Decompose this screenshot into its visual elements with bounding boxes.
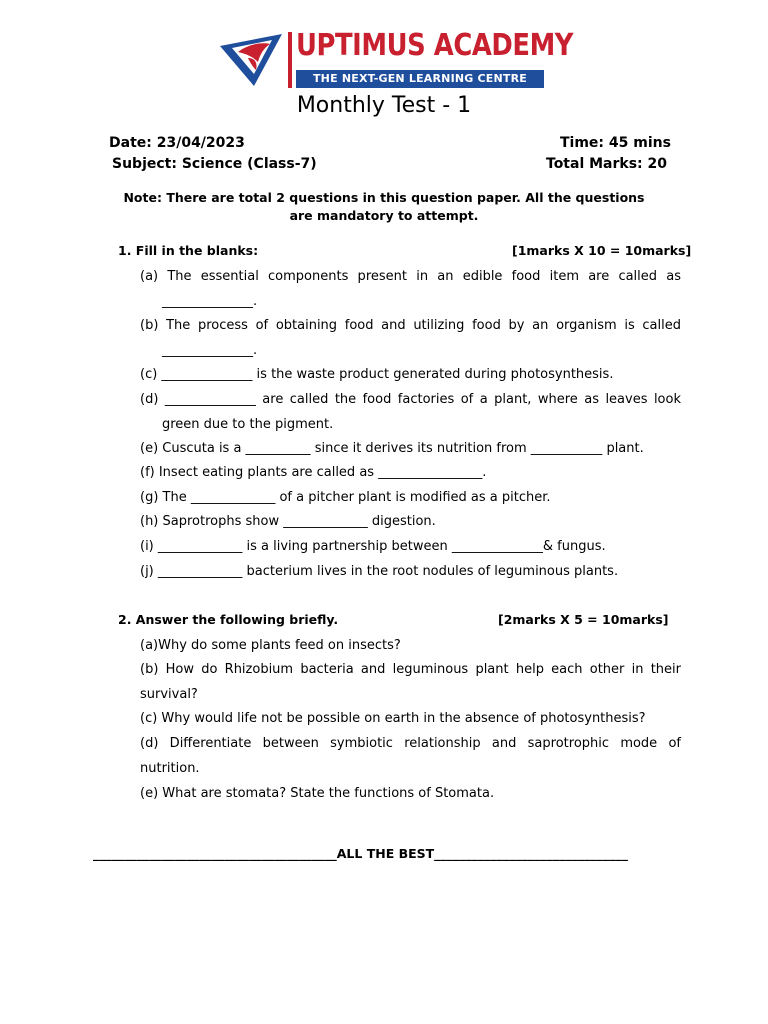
test-subject: Subject: Science (Class-7)	[112, 156, 317, 172]
q1-item-e: (e) Cuscuta is a __________ since it derives its nutrition from ___________ plant.	[140, 441, 644, 456]
q2-item-b: (b) How do Rhizobium bacteria and leguminous plant help each other in their survival?	[140, 662, 681, 702]
q1-item-g: (g) The _____________ of a pitcher plant is modified as a pitcher.	[140, 490, 551, 505]
page-title: Monthly Test - 1	[296, 93, 472, 118]
footer-all-the-best: _______________________________________ALL THE BEST_______________________________	[93, 846, 628, 861]
test-duration: Time: 45 mins	[560, 135, 671, 151]
q1-item-f: (f) Insect eating plants are called as ________________.	[140, 465, 487, 480]
q1-marks: [1marks X 10 = 10marks]	[512, 243, 692, 258]
q1-item-h: (h) Saprotrophs show _____________ digestion.	[140, 514, 436, 529]
academy-tagline: THE NEXT-GEN LEARNING CENTRE	[296, 70, 544, 88]
q1-item-c: (c) ______________ is the waste product generated during photosynthesis.	[140, 367, 614, 382]
q2-item-e: (e) What are stomata? State the functions of Stomata.	[140, 786, 495, 801]
instructions-note: Note: There are total 2 questions in this question paper. All the questions are mandatory to attempt.	[123, 190, 645, 223]
total-marks: Total Marks: 20	[546, 156, 668, 172]
q2-heading: 2. Answer the following briefly.	[118, 612, 339, 627]
logo-divider	[288, 32, 292, 88]
q1-item-a: (a) The essential components present in an edible food item are called as ______________.	[140, 269, 681, 309]
q2-marks: [2marks X 5 = 10marks]	[498, 612, 669, 627]
q1-item-d: (d) ______________ are called the food factories of a plant, where as leaves look green due to the pigment.	[140, 392, 681, 432]
test-date: Date: 23/04/2023	[109, 135, 245, 151]
q1-item-j: (j) _____________ bacterium lives in the root nodules of leguminous plants.	[140, 564, 619, 579]
q1-item-b: (b) The process of obtaining food and utilizing food by an organism is called ______________.	[140, 318, 681, 358]
q1-heading: 1. Fill in the blanks:	[118, 243, 259, 258]
q2-item-d: (d) Differentiate between symbiotic relationship and saprotrophic mode of nutrition.	[140, 736, 681, 776]
q2-item-c: (c) Why would life not be possible on earth in the absence of photosynthesis?	[140, 711, 646, 726]
eagle-logo-icon	[218, 32, 284, 88]
academy-name: UPTIMUS ACADEMY	[296, 28, 574, 63]
q1-item-i: (i) _____________ is a living partnership between ______________& fungus.	[140, 539, 606, 554]
q2-item-a: (a)Why do some plants feed on insects?	[140, 638, 401, 653]
academy-logo	[218, 28, 574, 90]
